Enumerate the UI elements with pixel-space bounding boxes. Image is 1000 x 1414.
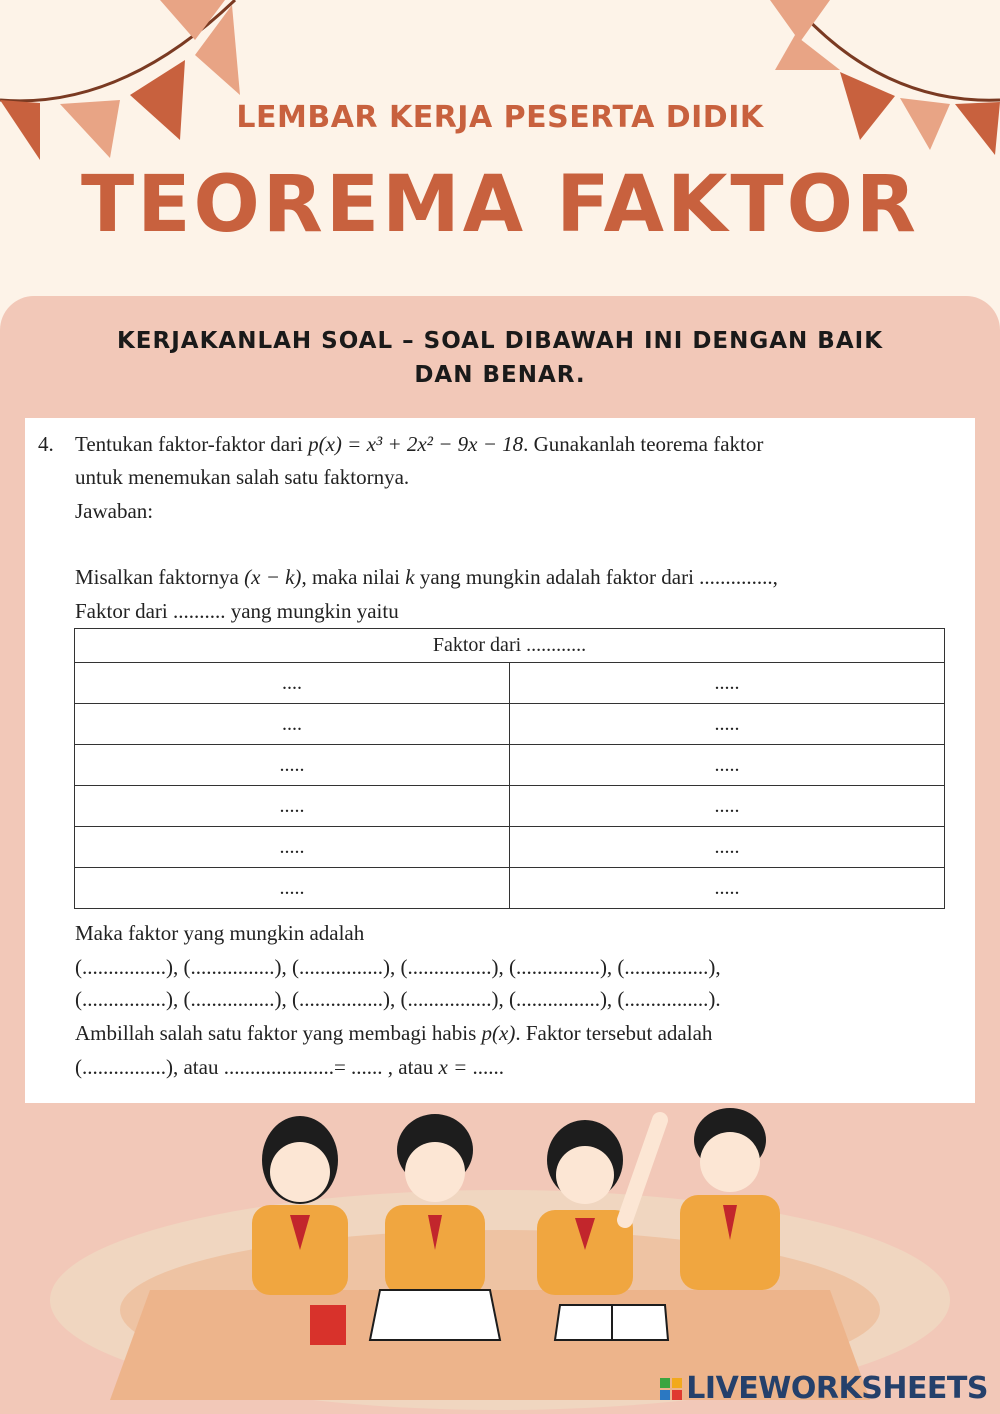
step-2-line[interactable]: Faktor dari .......... yang mungkin yaitu	[75, 599, 399, 623]
final-text-cont: . Faktor tersebut adalah	[515, 1021, 713, 1045]
step-1-blank[interactable]: yang mungkin adalah faktor dari ..............,	[414, 565, 778, 589]
final-instruction	[75, 1021, 712, 1046]
question-text: Tentukan faktor-faktor dari	[75, 432, 309, 456]
step-1-text-mid: , maka nilai	[301, 565, 406, 589]
instruction-line-2: DAN BENAR.	[414, 362, 586, 388]
final-text: Ambillah salah satu faktor yang membagi habis	[75, 1021, 482, 1045]
table-cell-blank[interactable]: ....	[75, 663, 510, 704]
watermark-text: LIVEWORKSHEETS	[686, 1371, 988, 1406]
table-row	[75, 827, 945, 868]
polynomial-expression: p(x) = x³ + 2x² − 9x − 18	[308, 432, 524, 456]
x-equals: x =	[438, 1055, 473, 1079]
table-cell-blank[interactable]: .....	[510, 663, 945, 704]
table-cell-blank[interactable]: .....	[510, 745, 945, 786]
table-cell-blank[interactable]: .....	[75, 827, 510, 868]
final-answer-line[interactable]	[75, 1055, 504, 1080]
worksheet-title: TEOREMA FAKTOR	[81, 160, 919, 250]
k-variable: k	[405, 565, 415, 589]
answer-label: Jawaban:	[75, 499, 154, 523]
question-card	[25, 418, 975, 1103]
question-number: 4.	[38, 432, 54, 456]
question-line-1	[75, 432, 763, 457]
instruction-line-1: KERJAKANLAH SOAL – SOAL DIBAWAH INI DENGAN BAIK	[116, 328, 884, 354]
polynomial-reference: p(x)	[481, 1021, 516, 1045]
bunting-right	[770, 0, 1000, 170]
question-line-2: untuk menemukan salah satu faktornya.	[75, 465, 410, 489]
question-text-cont: . Gunakanlah teorema faktor	[523, 432, 764, 456]
table-cell-blank[interactable]: .....	[510, 868, 945, 909]
x-value-blank[interactable]: ......	[472, 1055, 505, 1079]
bunting-left	[0, 0, 260, 170]
instruction-text	[100, 324, 900, 392]
table-row	[75, 663, 945, 704]
factor-table-header[interactable]: Faktor dari ............	[75, 629, 945, 663]
table-cell-blank[interactable]: .....	[510, 704, 945, 745]
possible-factors-label: Maka faktor yang mungkin adalah	[75, 921, 365, 945]
table-cell-blank[interactable]: .....	[75, 786, 510, 827]
students-illustration	[0, 1100, 1000, 1414]
table-row	[75, 868, 945, 909]
step-1-line[interactable]	[75, 565, 778, 590]
table-cell-blank[interactable]: ....	[75, 704, 510, 745]
factor-expression: (x − k)	[244, 565, 302, 589]
table-cell-blank[interactable]: .....	[510, 827, 945, 868]
step-1-text: Misalkan faktornya	[75, 565, 245, 589]
liveworksheets-watermark	[660, 1371, 988, 1406]
factor-table	[74, 628, 945, 909]
table-row	[75, 745, 945, 786]
possible-factors-blanks-2[interactable]: (................), (................), (................), (................), (................), (................).	[75, 987, 721, 1011]
possible-factors-blanks-1[interactable]: (................), (................), (................), (................), (................), (................),	[75, 955, 721, 979]
liveworksheets-logo-icon	[660, 1378, 682, 1402]
table-cell-blank[interactable]: .....	[75, 868, 510, 909]
table-row	[75, 786, 945, 827]
table-cell-blank[interactable]: .....	[75, 745, 510, 786]
worksheet-subtitle: LEMBAR KERJA PESERTA DIDIK	[236, 100, 764, 135]
table-cell-blank[interactable]: .....	[510, 786, 945, 827]
final-answer-blanks[interactable]: (................), atau .....................= ...... , atau	[75, 1055, 439, 1079]
table-row	[75, 704, 945, 745]
